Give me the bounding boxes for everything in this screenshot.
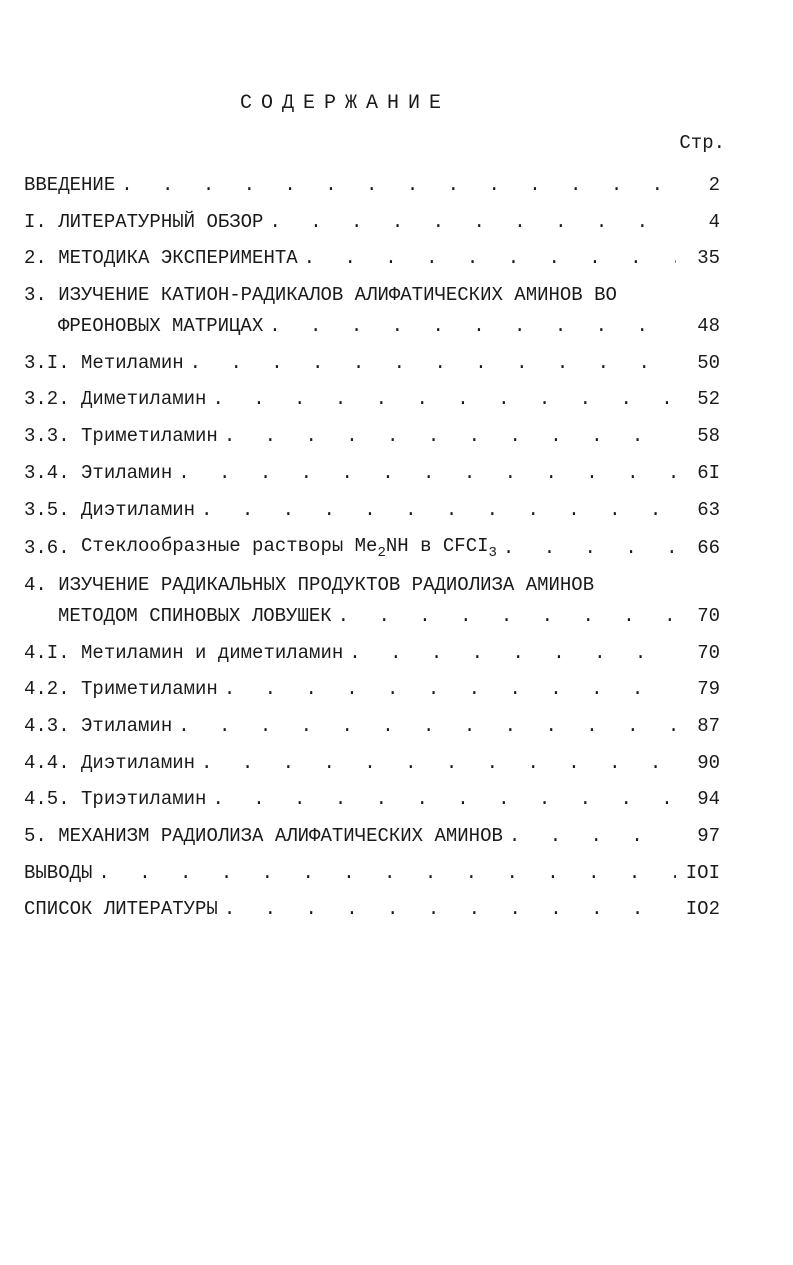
toc-entry-title: ЛИТЕРАТУРНЫЙ ОБЗОР xyxy=(58,210,264,233)
toc-entry-references[interactable] xyxy=(24,894,720,925)
toc-entry-number: 4.I. xyxy=(24,641,70,664)
toc-entry-page: IO2 xyxy=(685,898,720,921)
toc-entry-title: СПИСОК ЛИТЕРАТУРЫ xyxy=(24,898,218,921)
toc-entry-page: 79 xyxy=(697,678,720,701)
toc-entry-4-4[interactable] xyxy=(24,748,720,779)
toc-entry-page: 4 xyxy=(708,210,720,233)
toc-entry-number: 3.4. xyxy=(24,461,70,484)
toc-entry-page: 2 xyxy=(708,174,720,196)
toc-entry-page: 63 xyxy=(697,498,720,521)
toc-entry-4-3[interactable] xyxy=(24,711,720,742)
toc-entry-title: ВВЕДЕНИЕ xyxy=(24,174,116,196)
dot-leader xyxy=(224,674,676,705)
toc-entry-number: 5. xyxy=(24,825,47,847)
toc-entry-number: 4. xyxy=(24,573,47,596)
dot-leader xyxy=(178,711,676,742)
toc-entry-3-3[interactable] xyxy=(24,421,720,452)
toc-entry-3-2[interactable] xyxy=(24,384,720,415)
toc-entry-title: Метиламин и диметиламин xyxy=(81,641,344,664)
toc-entry-title: Триметиламин xyxy=(81,678,218,701)
toc-entry-number: 3.5. xyxy=(24,498,70,521)
toc-entry-title: Триэтиламин xyxy=(81,788,207,811)
dot-leader xyxy=(304,243,676,274)
toc-entry-number: 3.2. xyxy=(24,388,70,411)
toc-entry-introduction[interactable] xyxy=(24,170,720,201)
dot-leader xyxy=(98,858,676,889)
toc-entry-title: ИЗУЧЕНИЕ КАТИОН-РАДИКАЛОВ АЛИФАТИЧЕСКИХ АМИНОВ ВО xyxy=(58,284,617,307)
dot-leader xyxy=(201,748,676,779)
toc-entry-title-continued: ФРЕОНОВЫХ МАТРИЦАХ xyxy=(58,315,264,338)
toc-entry-page: 94 xyxy=(697,788,720,811)
toc-entry-page: 70 xyxy=(697,604,720,627)
dot-leader xyxy=(503,533,676,564)
toc-entry-title: Этиламин xyxy=(81,714,173,737)
toc-entry-title: ИЗУЧЕНИЕ РАДИКАЛЬНЫХ ПРОДУКТОВ РАДИОЛИЗА АМИНОВ xyxy=(58,573,595,596)
toc-entry-number: 4.5. xyxy=(24,788,70,811)
subscript: 2 xyxy=(377,545,386,562)
toc-entry-number: 3.6. xyxy=(24,537,70,560)
toc-entry-4-1[interactable] xyxy=(24,638,720,669)
toc-entry-number: 4.4. xyxy=(24,751,70,774)
dot-leader xyxy=(121,170,676,201)
toc-entry-number: 4.3. xyxy=(24,714,70,737)
toc-entry-title: МЕХАНИЗМ РАДИОЛИЗА АЛИФАТИЧЕСКИХ АМИНОВ xyxy=(58,825,503,847)
toc-entry-number: 3.3. xyxy=(24,425,70,448)
dot-leader xyxy=(224,894,676,925)
dot-leader xyxy=(269,311,676,342)
toc-entry-page: 48 xyxy=(697,315,720,338)
toc-entry-page: 52 xyxy=(697,388,720,411)
toc-entry-page: 35 xyxy=(697,247,720,270)
toc-entry-number: 4.2. xyxy=(24,678,70,701)
toc-entry-title: ВЫВОДЫ xyxy=(24,861,93,884)
dot-leader xyxy=(509,821,676,852)
toc-entry-number: 3. xyxy=(24,284,47,307)
toc-entry-conclusions[interactable] xyxy=(24,858,720,889)
toc-entry-page: 87 xyxy=(697,714,720,737)
toc-entry-title: Триметиламин xyxy=(81,425,218,448)
toc-entry-title: МЕТОДИКА ЭКСПЕРИМЕНТА xyxy=(58,247,298,270)
toc-entry-title: Этиламин xyxy=(81,461,173,484)
contents-title: СОДЕРЖАНИЕ xyxy=(239,92,451,115)
toc-entry-page: 6I xyxy=(697,461,720,484)
dot-leader xyxy=(349,638,676,669)
toc-entry-chapter-5[interactable] xyxy=(24,821,720,852)
dot-leader xyxy=(178,458,676,489)
dot-leader xyxy=(212,384,676,415)
toc-entry-page: IOI xyxy=(685,861,720,884)
toc-entry-number: 3.I. xyxy=(24,351,70,374)
toc-entry-page: 97 xyxy=(697,825,720,847)
dot-leader xyxy=(190,348,676,379)
toc-entry-title: Стеклообразные растворы $Me_2NH$ в $CFCI_3$ xyxy=(81,535,497,562)
dot-leader xyxy=(212,784,676,815)
dot-leader xyxy=(269,207,676,238)
toc-entry-page: 58 xyxy=(697,425,720,448)
toc-entry-number: I. xyxy=(24,210,47,233)
toc-entry-chapter-4[interactable] xyxy=(24,570,720,632)
dot-leader xyxy=(201,495,676,526)
toc-entry-methodology[interactable] xyxy=(24,243,720,274)
toc-entry-chapter-3[interactable] xyxy=(24,280,720,342)
toc-entry-title: Диэтиламин xyxy=(81,751,196,774)
toc-entry-page: 66 xyxy=(697,537,720,560)
toc-entry-title-continued: МЕТОДОМ СПИНОВЫХ ЛОВУШЕК xyxy=(58,604,332,627)
toc-entry-3-4[interactable] xyxy=(24,458,720,489)
toc-entry-3-6[interactable] xyxy=(24,531,720,564)
toc-entry-title: Диметиламин xyxy=(81,388,207,411)
dot-leader xyxy=(224,421,676,452)
toc-entry-title: Метиламин xyxy=(81,351,184,374)
table-of-contents xyxy=(24,170,720,931)
toc-entry-page: 70 xyxy=(697,641,720,664)
toc-entry-4-5[interactable] xyxy=(24,784,720,815)
toc-entry-page: 90 xyxy=(697,751,720,774)
toc-entry-3-5[interactable] xyxy=(24,495,720,526)
subscript: 3 xyxy=(488,545,497,562)
toc-entry-literature-review[interactable] xyxy=(24,207,720,238)
toc-entry-page: 50 xyxy=(697,351,720,374)
toc-entry-number: 2. xyxy=(24,247,47,270)
dot-leader xyxy=(338,601,676,632)
page-column-label: Стр. xyxy=(679,132,725,154)
toc-entry-4-2[interactable] xyxy=(24,674,720,705)
toc-entry-3-1[interactable] xyxy=(24,348,720,379)
toc-entry-title: Диэтиламин xyxy=(81,498,196,521)
